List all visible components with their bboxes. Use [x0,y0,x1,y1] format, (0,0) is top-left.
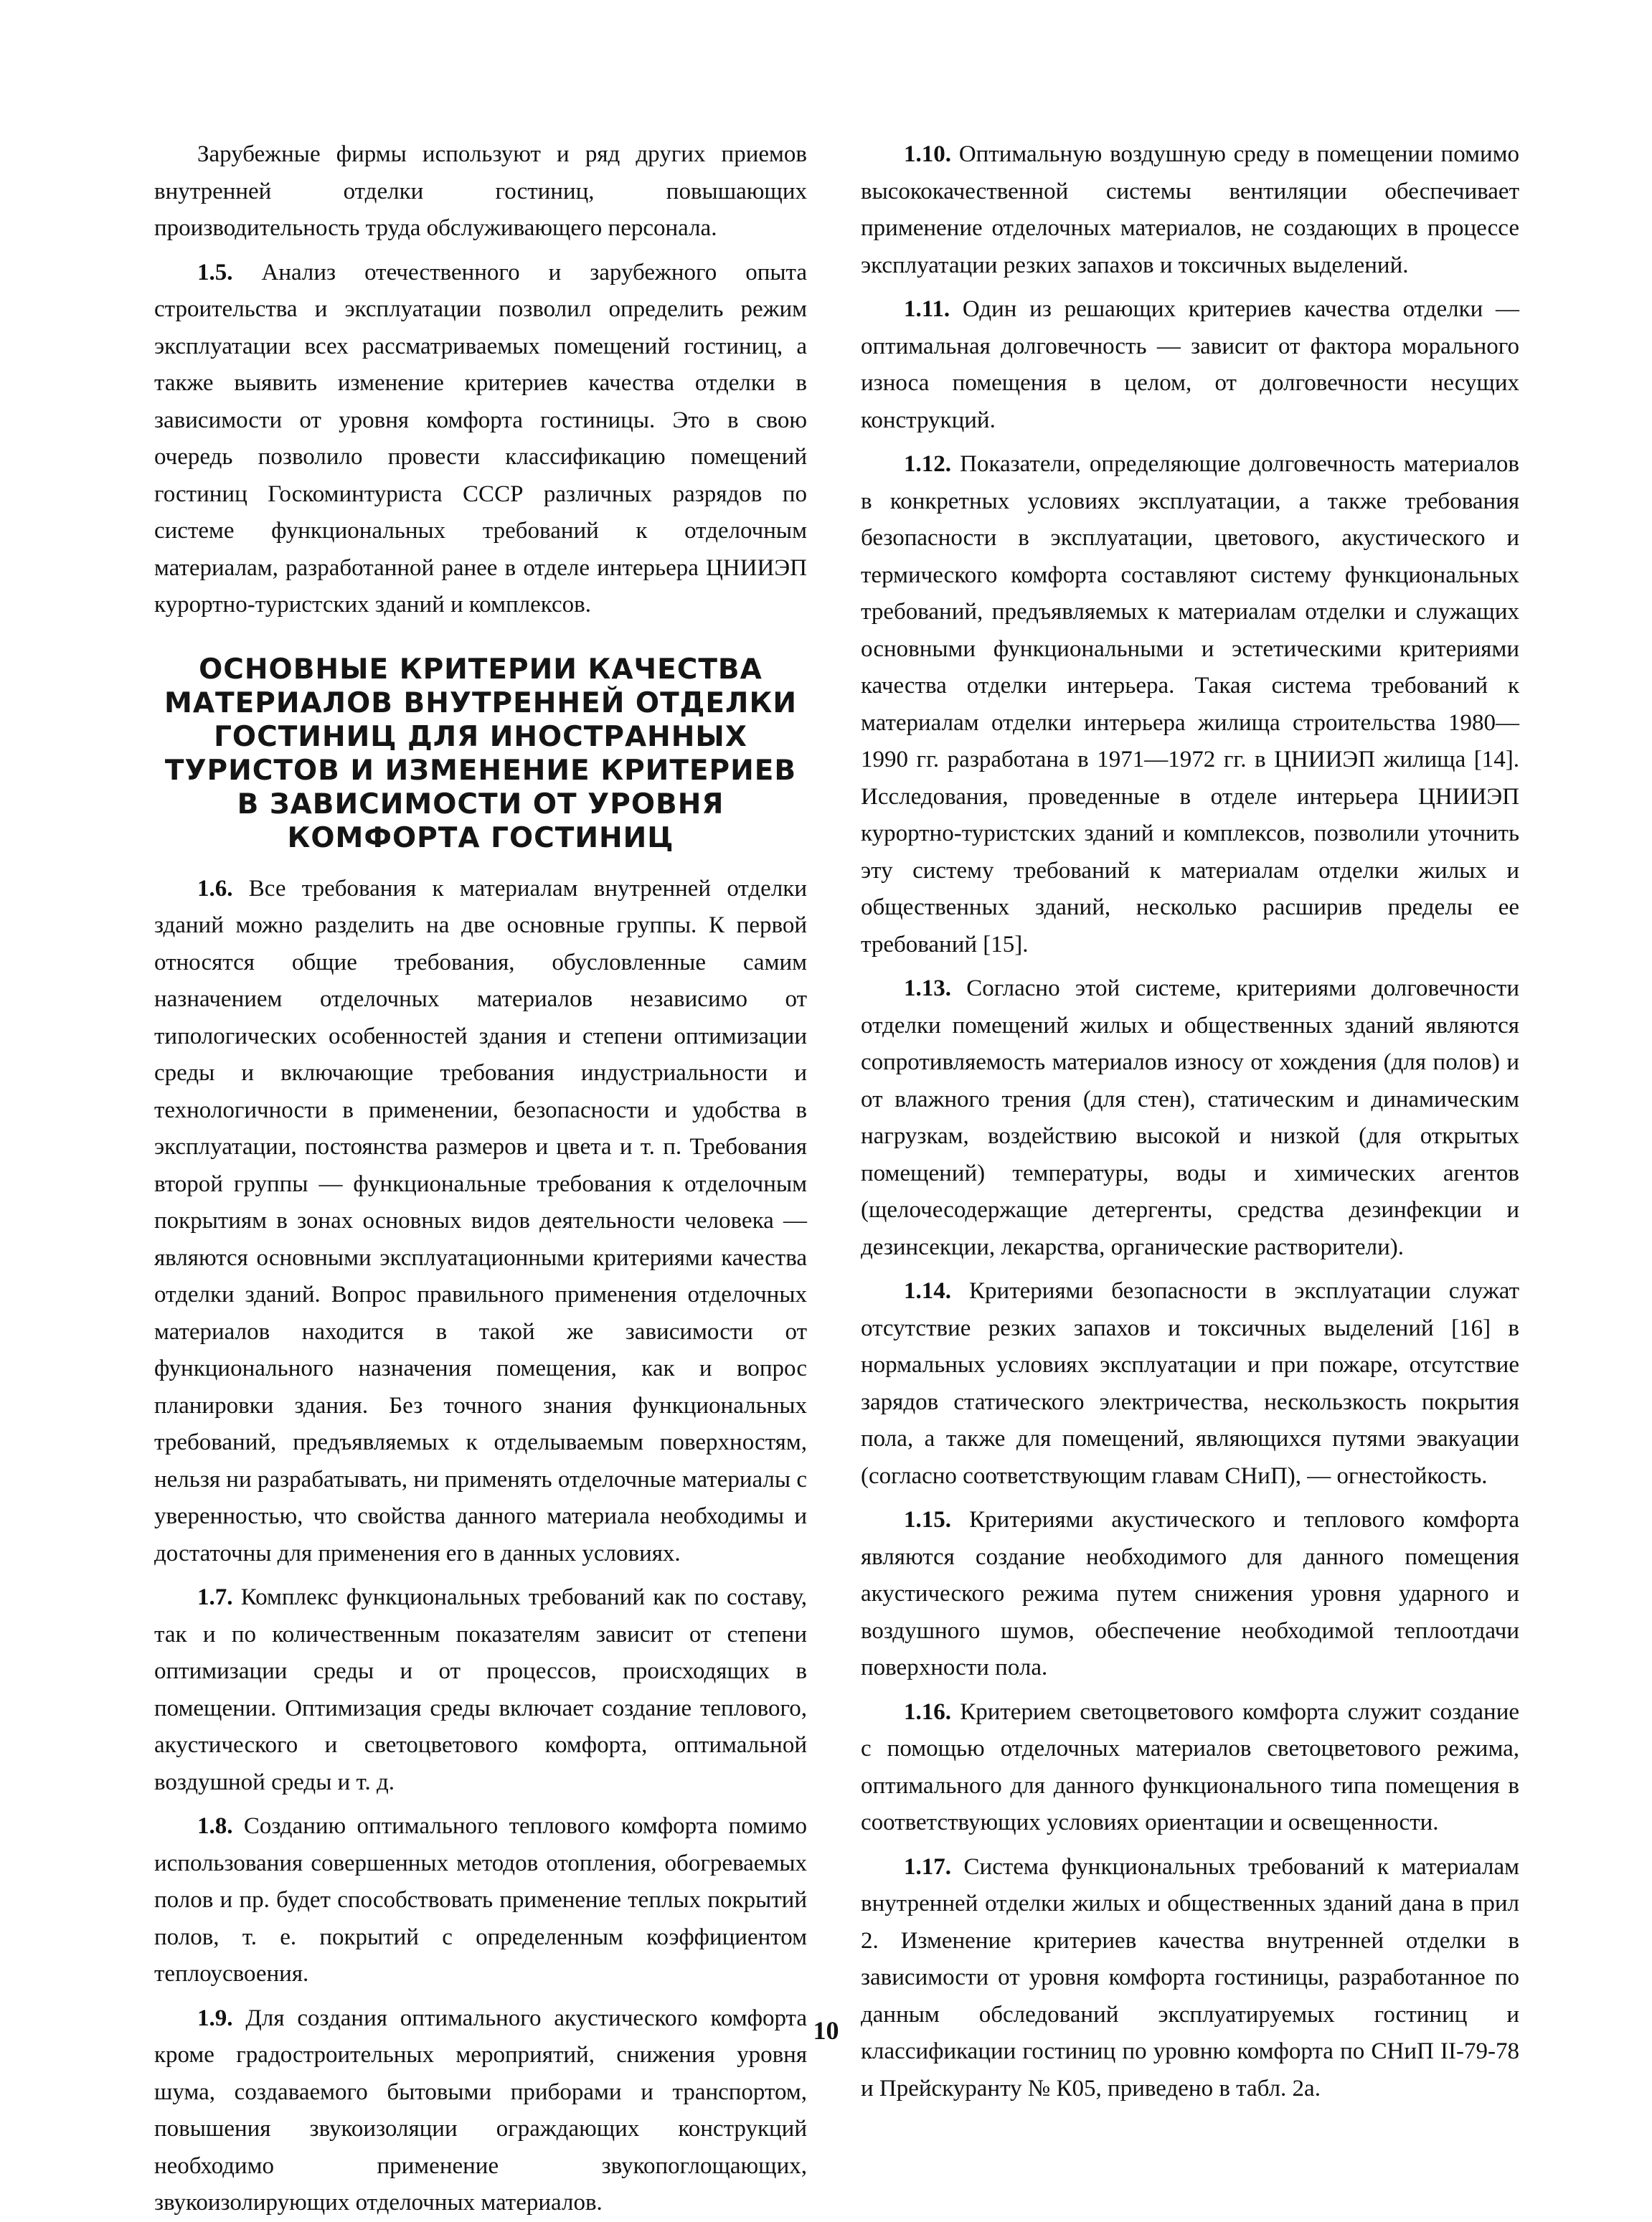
paragraph-1-6 [154,871,807,1573]
paragraph-text: Все требования к материалам внутренней отделки зданий можно разделить на две основные группы. К первой относятся общие требования, обусловленные самим назначением отделочных материалов независимо от типологических особенностей здания и степени оптимизации среды и включающие требования индустриальности и технологичности в применении, безопасности и удобства в эксплуатации, постоянства размеров и цвета и т. п. Требования второй группы — функциональные требования к отделочным покрытиям в зонах основных видов деятельности человека — являются основными эксплуатационными критериями качества отделки зданий. Вопрос правильного применения отделочных материалов находится в такой же зависимости от функционального назначения помещения, как и вопрос планировки здания. Без точного знания функциональных требований, предъявляемых к отделываемым поверхностям, нельзя ни разрабатывать, ни применять отделочные материалы с уверенностью, что свойства данного материала необходимы и достаточны для применения его в данных условиях. [154,875,807,1566]
paragraph-1-7 [154,1579,807,1801]
paragraph-1-14 [861,1273,1519,1495]
paragraph-number: 1.17. [904,1853,951,1880]
paragraph-number: 1.8. [197,1813,233,1839]
paragraph-text: Оптимальную воздушную среду в помещении помимо высококачественной системы вентиляции обеспечивает применение отделочных материалов, не создающих в процессе эксплуатации резких запахов и токсичных выделений. [861,141,1519,278]
paragraph-1-15 [861,1502,1519,1687]
paragraph-text: Критериями акустического и теплового комфорта являются создание необходимого для данного помещения акустического режима путем снижения уровня ударного и воздушного шумов, обеспечение необходимой теплоотдачи поверхности пола. [861,1507,1519,1680]
paragraph-number: 1.9. [197,2005,233,2031]
section-heading: ОСНОВНЫЕ КРИТЕРИИ КАЧЕСТВА МАТЕРИАЛОВ ВНУТРЕННЕЙ ОТДЕЛКИ ГОСТИНИЦ ДЛЯ ИНОСТРАННЫХ ТУРИСТОВ И ИЗМЕНЕНИЕ КРИТЕРИЕВ В ЗАВИСИМОСТИ ОТ УРОВНЯ КОМФОРТА ГОСТИНИЦ [164,653,797,854]
paragraph-number: 1.6. [197,875,233,902]
right-column [861,136,1519,2107]
paragraph-text: Показатели, определяющие долговечность материалов в конкретных условиях эксплуатации, а также требования безопасности в эксплуатации, цветового, акустического и термического комфорта составляют систему функциональных требований, предъявляемых к материалам отделки и служащих основными функциональными и эстетическими критериями качества отделки интерьера. Такая система требований к материалам отделки интерьера жилища строительства 1980—1990 гг. разработана в 1971—1972 гг. в ЦНИИЭП жилища [14]. Исследования, проведенные в отделе интерьера ЦНИИЭП курортно-туристских зданий и комплексов, позволили уточнить эту систему требований к материалам отделки жилых и общественных зданий, несколько расширив пределы ее требований [15]. [861,451,1520,958]
intro-paragraph: Зарубежные фирмы используют и ряд других приемов внутренней отделки гостиниц, повышающих производительность труда обслуживающего персонала. [154,141,807,241]
paragraph-1-10 [861,136,1519,284]
paragraph-1-13 [861,970,1519,1266]
paragraph-number: 1.14. [904,1278,951,1304]
paragraph-1-5 [154,255,807,624]
paragraph-text: Один из решающих критериев качества отделки — оптимальная долговечность — зависит от фактора морального износа помещения в целом, от долговечности несущих конструкций. [861,296,1520,433]
paragraph-1-11 [861,291,1519,439]
paragraph-1-8 [154,1808,807,1993]
paragraph-number: 1.10. [904,141,951,167]
page-number: 10 [813,2016,839,2045]
paragraph-text: Анализ отечественного и зарубежного опыта строительства и эксплуатации позволил определить режим эксплуатации всех рассматриваемых помещений гостиниц, а также выявить изменение критериев качества отделки в зависимости от уровня комфорта гостиницы. Это в свою очередь позволило провести классификацию помещений гостиниц Госкоминтуриста СССР различных разрядов по системе функциональных требований к отделочным материалам, разработанной ранее в отделе интерьера ЦНИИЭП курортно-туристских зданий и комплексов. [154,259,808,618]
paragraph-number: 1.11. [904,296,950,322]
paragraph-number: 1.12. [904,451,951,477]
paragraph-1-16 [861,1694,1519,1842]
paragraph-number: 1.16. [904,1698,951,1725]
paragraph-text: Согласно этой системе, критериями долговечности отделки помещений жилых и общественных зданий являются сопротивляемость материалов износу от хождения (для полов) и от влажного трения (для стен), статическим и динамическим нагрузкам, воздействию высокой и низкой (для открытых помещений) температуры, воды и химических агентов (щелочесодержащие детергенты, средства дезинфекции и дезинсекции, лекарства, органические растворители). [861,975,1519,1260]
paragraph-1-12 [861,446,1519,963]
paragraph-1-17 [861,1849,1519,2108]
left-column [154,136,807,2222]
paragraph-text: Система функциональных требований к материалам внутренней отделки жилых и общественных зданий дана в прил 2. Изменение критериев качества внутренней отделки в зависимости от уровня комфорта гостиницы, разработанное по данным обследований эксплуатируемых гостиниц и классификации гостиниц по уровню комфорта по СНиП II-79-78 и Прейскуранту № К05, приведено в табл. 2а. [861,1853,1519,2102]
paragraph-number: 1.7. [197,1584,233,1610]
paragraph-text: Комплекс функциональных требований как по составу, так и по количественным показателям зависит от степени оптимизации среды и от процессов, происходящих в помещении. Оптимизация среды включает создание теплового, акустического и светоцветового комфорта, оптимальной воздушной среды и т. д. [154,1584,808,1795]
paragraph-text: Критериями безопасности в эксплуатации служат отсутствие резких запахов и токсичных выделений [16] в нормальных условиях эксплуатации и при пожаре, отсутствие зарядов статического электричества, нескользкость покрытия пола, а также для помещений, являющихся путями эвакуации (согласно соответствующим главам СНиП), — огнестойкость. [861,1278,1519,1489]
paragraph-text: Для создания оптимального акустического комфорта кроме градостроительных мероприятий, снижения уровня шума, создаваемого бытовыми приборами и транспортом, повышения звукоизоляции ограждающих конструкций необходимо применение звукопоглощающих, звукоизолирующих отделочных материалов. [154,2005,807,2216]
paragraph-number: 1.5. [197,259,233,285]
paragraph-text: Критерием светоцветового комфорта служит создание с помощью отделочных материалов светоцветового режима, оптимального для данного функционального типа помещения в соответствующих условиях ориентации и освещенности. [861,1698,1519,1835]
paragraph-number: 1.15. [904,1507,951,1533]
paragraph-text: Созданию оптимального теплового комфорта помимо использования совершенных методов отопления, обогреваемых полов и пр. будет способствовать применение теплых покрытий полов, т. е. покрытий с определенным коэффициентом теплоусвоения. [154,1813,808,1987]
paragraph-number: 1.13. [904,975,951,1001]
